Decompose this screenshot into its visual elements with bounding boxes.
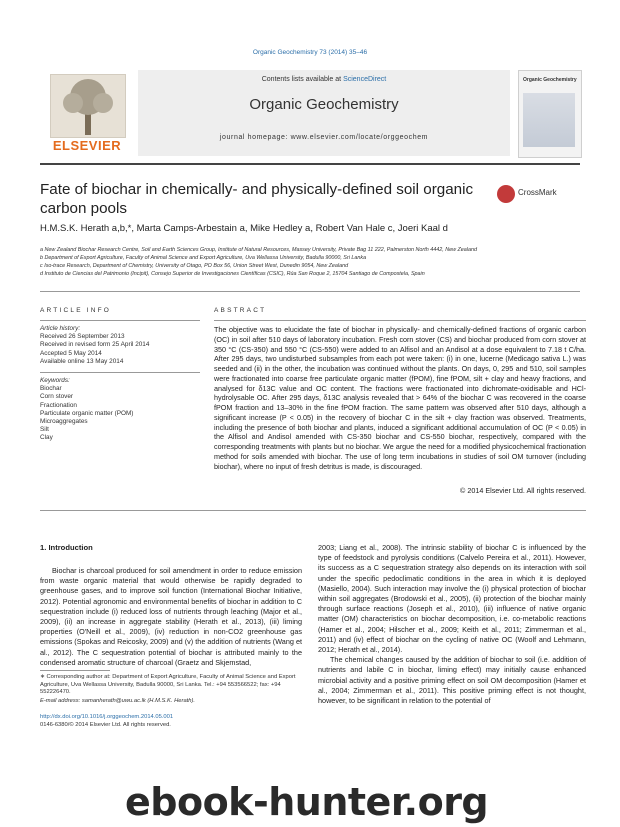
abstract-heading: ABSTRACT [214,307,267,314]
cover-image [523,93,575,147]
journal-reference[interactable]: Organic Geochemistry 73 (2014) 35–46 [252,49,368,56]
author-list: H.M.S.K. Herath a,b,*, Marta Camps-Arbestain a, Mike Hedley a, Robert Van Hale c, Joeri Kaal d [40,223,448,234]
history-revised: Received in revised form 25 April 2014 [40,341,150,349]
contents-prefix: Contents lists available at [261,76,344,83]
history-accepted: Accepted 5 May 2014 [40,349,102,357]
journal-homepage[interactable]: journal homepage: www.elsevier.com/locate/orggeochem [219,134,429,141]
publisher-logo-text: ELSEVIER [52,138,122,153]
affiliation-b: b Department of Export Agriculture, Faculty of Animal Science and Export Agriculture, Uva Wellassa University, Badulla 90000, Sri Lanka [40,255,367,261]
keyword: Particulate organic matter (POM) [40,409,134,417]
keyword: Biochar [40,385,62,393]
article-title: Fate of biochar in chemically- and physically-defined soil organic carbon pools [40,181,474,217]
masthead [40,70,580,156]
crossmark-label[interactable]: CrossMark [518,188,557,197]
intro-paragraph: 2003; Liang et al., 2008). The intrinsic stability of biochar C is influenced by the type of feedstock and pyrolysis conditions (Calvelo Pereira et al., 2011). However, its success as a C sequestration strategy also depends on its interaction with soil under the specific pedoclimatic conditions in the area in which it is deployed (Masiello, 2004). Such interaction may involve the (i) physical protection of biochar within soil aggregates (Brodowski et al., 2005), (ii) protection of the biochar mainly through surface reactions (Joseph et al., 2010), (iii) influence of native organic matter (OM) characteristics on biochar decomposition, i.e. co-metabolic reactions (Hamer et al., 2004; Hilscher et al., 2009; Keith et al., 2011; Zimmerman et al., 2011) and (iv) effect of biochar on the cycling of native OC (Woolf and Lehmann, 2012; Herath et al., 2014). [318,543,586,655]
keywords [40,377,200,443]
history-received: Received 26 September 2013 [40,333,125,341]
keywords-rule [40,372,200,373]
corresponding-author-note: ∗ Corresponding author at: Department of Export Agriculture, Faculty of Animal Science and Export Agriculture, Uva Wellassa University, Badulla 90000, Sri Lanka. Tel.: +94 553566522; fax: +94 552226470. [40,674,296,696]
contents-line [138,76,510,83]
journal-name: Organic Geochemistry [249,96,399,113]
email-note[interactable]: E-mail address: samanherath@uwu.ac.lk (H.M.S.K. Herath). [40,698,196,704]
body-right-column [318,543,586,706]
history-online: Available online 13 May 2014 [40,357,124,365]
keyword: Fractionation [40,401,77,409]
article-info-rule [40,320,200,321]
history-label: Article history: [40,325,81,332]
watermark: ebook-hunter.org [125,780,489,824]
affiliation-d: d Instituto de Ciencias del Patrimonio (Incipit), Consejo Superior de Investigaciones Científicas (CSIC), Rúa San Roque 2, 15704 Santiago de Compostela, Spain [40,271,425,277]
sciencedirect-link[interactable]: ScienceDirect [343,76,387,83]
journal-cover[interactable] [518,70,582,158]
abstract-bottom-divider [40,510,586,511]
affiliation-divider [40,291,580,292]
elsevier-logo [40,70,134,156]
article-info-heading: ARTICLE INFO [40,307,112,314]
abstract-copyright: © 2014 Elsevier Ltd. All rights reserved. [460,486,586,495]
footnote-rule [40,670,110,671]
keyword: Microaggregates [40,418,88,426]
keyword: Silt [40,426,49,434]
cover-title: Organic Geochemistry [523,77,577,83]
intro-paragraph: The chemical changes caused by the addition of biochar to soil (i.e. addition of nutrients and labile C in biochar, liming effect) may initially cause enhanced microbial activity and a positive priming effect on soil OM decomposition (Hamer et al., 2004; Zimmerman et al., 2011). This positive priming effect is not thought, however, to be significant in relation to the potential of [318,655,586,706]
tree-logo-icon [50,74,126,138]
keyword: Corn stover [40,393,74,401]
affiliation-c: c Iso-trace Research, Department of Chemistry, University of Otago, PO Box 56, Union Street West, Dunedin 9054, New Zealand [40,263,349,269]
article-history [40,325,200,366]
body-left-column [40,543,302,668]
keywords-label: Keywords: [40,377,70,384]
header-divider [40,163,580,165]
masthead-banner [138,70,510,156]
issn-line: 0146-6380/© 2014 Elsevier Ltd. All rights reserved. [40,722,171,728]
intro-heading: 1. Introduction [40,543,93,552]
affiliation-a: a New Zealand Biochar Research Centre, Soil and Earth Sciences Group, Institute of Natural Resources, Massey University, Private Bag 11 222, Palmerston North 4442, New Zealand [40,247,477,253]
intro-paragraph: Biochar is charcoal produced for soil amendment in order to reduce emission from waste organic material that would otherwise be rapidly degraded to greenhouse gases, and to improve soil function (International Biochar Initiative, 2012). Potential agronomic and environmental benefits of biochar in addition to C sequestration include (i) reduced loss of nutrients through leaching (Major et al., 2009), (ii) an increase in aggregate stability (Herath et al., 2013), (iii) liming properties (O'Neill et al., 2009), (iv) reduction in non-CO2 greenhouse gas emissions (Spokas and Reicosky, 2009) and (v) the addition of nutrients (Wang et al., 2012). The C sequestration potential of biochar is attributed mainly to the condensed aromatic structure of charcoal (Graetz and Skjemstad, [40,566,302,667]
keyword: Clay [40,434,53,442]
crossmark-icon[interactable] [497,185,515,203]
abstract-rule [214,320,586,321]
doi-link[interactable]: http://dx.doi.org/10.1016/j.orggeochem.2014.05.001 [40,714,174,720]
abstract-text: The objective was to elucidate the fate of biochar in physically- and chemically-defined fractions of organic carbon (OC) in soil after 510 days of laboratory incubation. Fresh corn stover (CS) and biochar produced from corn stover at 350 °C (CS-350) and 550 °C (CS-550) were added to an Alfisol and an Andisol at a dose equivalent to 7.18 t C/ha. After 295 days, two undisturbed subsamples from each pot were taken: (i) in one, lucerne (Medicago sativa L.) was seeded and (ii) in the other, the incubation was continued without the plants. On days, 0, 295 and 510, soil samples were fractionated into coarse free particulate organic matter (fPOM), fine fPOM, silt + clay and heavy fractions, and analysed for δ13C value and OC content. The fractions were fractionated into dichromate-oxidisable and HCl-hydrolysable OC. After 295 days, δ13C analysis revealed that > 64% of the biochar C was recovered in the coarse fPOM fraction and 13–30% in the fine fPOM fraction. The same pattern was observed after 510 days, although a significant increase (P < 0.05) in the recovery of biochar C in the silt + clay fraction was observed. Treatments, including the presence of both biochar and plants, induced a significant additional accumulation of OC (P < 0.05) in the Alfisol and Andisol amended with CS-350 biochar and CS-550 biochar, respectively, compared with the corresponding treatments with plants but no biochar. We argue the need for a modified physicochemical fractionation method for soils amended with biochar. The use of long term incubations in studies of soil OM turnover (including biochar), where no input of fresh detritus is made, is discouraged. [214,325,586,471]
